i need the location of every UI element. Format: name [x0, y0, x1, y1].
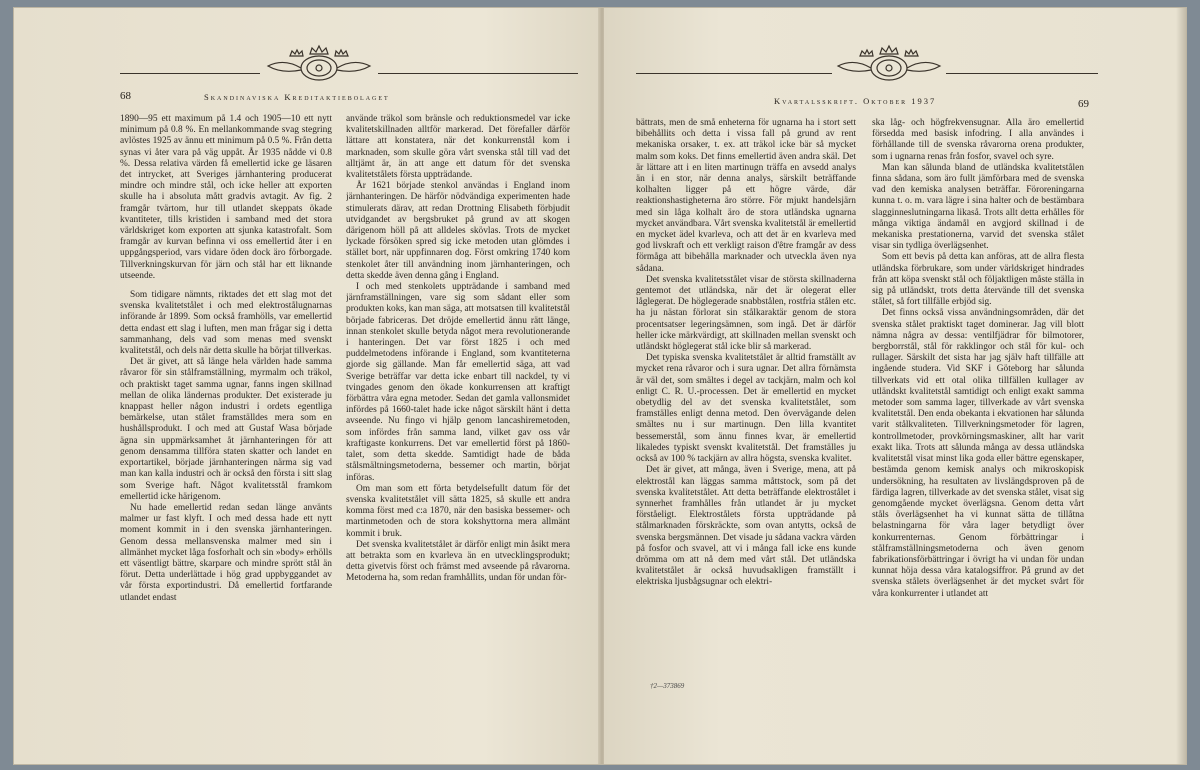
paragraph: År 1621 började stenkol användas i England inom järnhanteringen. De härför nödvändiga experimenten hade stimulerats därav, att redan Drottning Elisabeth förbjudit utvidgandet av bergsbruket på grund av att skogen därigenom höll på att alldeles skövlas. Trots de mycket lyckade försöken spred sig icke metoden utan glömdes i stället bort, när uppfinnaren dog. Först omkring 1740 kom stenkolet åter till användning inom järnhanteringen, och detta skedde även denna gång i England.: [346, 181, 570, 281]
paragraph: Det typiska svenska kvalitetstålet är alltid framställt av mycket rena råvaror och i sura ugnar. Det allra förnämsta är väl det, som smältes i degel av tackjärn, malm och kol enligt C. R. U.-processen. Det är emellertid en mycket obetydlig del av det svenska kvalitetstålet, som framställes enligt denna metod. Den övervägande delen smältes nu i sur martinugn. Den lilla kvantitet bessemerstål, som ännu finnes kvar, är emellertid likaledes typiskt svenskt kvalitetstål. Det framställes ju också av 100 % tackjärn av allra högsta, svenska kvalitet.: [636, 353, 856, 465]
paragraph: Det är givet, att så länge hela världen hade samma råvaror för sin stålframställning, myrmalm och träkol, och praktiskt taget samma ugnar, fanns ingen skillnad mellan de olika ländernas produkter. Det existerade ju knappast heller någon industri i ordets egentliga bemärkelse, utan stålet framställdes mera som en hushållsprodukt. I och med att Gustaf Wasa började ägna sin uppmärksamhet åt järnhanteringen för att genom densamma tillföra staten skatter och landet en exportartikel, började järnhanteringen närma sig vad man kan kalla industri och är också den första i sitt slag som Sverige haft. Något kvalitetsstål framkom emellertid icke härigenom.: [120, 357, 332, 502]
paragraph: Det svenska kvalitetsstålet visar de största skillnaderna gentemot det utländska, när det är olegerat eller låglegerat. De höglegerade snabbstålen, rostfria stålen etc. ha ju nästan förlorat sin stålkaraktär genom de stora procentsatser legeringsämnen, som ingå. Det är därför heller icke märkvärdigt, att skillnaden mellan svenskt och utländskt höglegerat stål icke blir så markerad.: [636, 274, 856, 353]
paragraph: bättrats, men de små enheterna för ugnarna ha i stort sett bibehållits och detta i vissa fall på grund av rent mekaniska orsaker, t. ex. att träkol icke bär så mycket malm som koks. Det finns emellertid även andra skäl. Det är lättare att i en liten martinugn träffa en avsedd analys än i en stor, när denna analys, särskilt beträffande kolhalten ligger på ett högre värde, där reaktionshastigheterna äro större. För mjukt handelsjärn med sin låga kolhalt äro de stora utländska ugnarna mycket användbara. Vårt svenska kvalitetstål är emellertid en mycket ädel kvarleva, och att det är en kvarleva med god livskraft och ett verkligt raison d'être framgår av dess förmåga att bibehålla marknader och utveckla även nya sådana.: [636, 118, 856, 274]
paragraph: använde träkol som bränsle och reduktionsmedel var icke kvalitetskillnaden alltför markerad. Det förefaller därför lättare att konstatera, när det konkurrenstål kom i marknaden, som skulle göra vårt svenska stål till vad det alltjämt är, än att ange ett datum för det svenska kvalitetstålets första uppträdande.: [346, 114, 570, 181]
paragraph: Det är givet, att många, även i Sverige, mena, att på elektrostål kan läggas samma måttstock, som på det svenska kvalitetstålet. Att detta beträffande elektrostålet i synnerhet framhålles från utlandet är ju mycket förståeligt. Elektrostålets första uppträdande på stålmarknaden förskräckte, som ovan antytts, också de svenska bergsmännen. Det visade ju sådana vackra värden på fosfor och svavel, att vi i många fall icke ens kunde drömma om att nå dem med vårt stål. Det utländska kvalitetstålet är också huvudsakligen framställt i elektriska ljusbågsugnar och elektri-: [636, 465, 856, 588]
header-rule-left: [120, 73, 260, 74]
paragraph: Om man som ett förta betydelsefullt datum för det svenska kvalitetstålet vill sätta 1825, så skulle ett andra komma först med c:a 1870, när den basiska bessemer- och martinmetoden och de stora kokshyttorna mera allmänt kommit i bruk.: [346, 483, 570, 539]
paragraph: ska låg- och högfrekvensugnar. Alla äro emellertid försedda med basisk infodring. I alla användes i förhållande till de svenska råvarorna orena produkter, som i ugnarna renas från fosfor, svavel och syre.: [872, 118, 1084, 162]
text-column-1: [636, 118, 856, 678]
crown-ornament-icon: [824, 44, 954, 84]
text-column-2: [346, 114, 570, 754]
paragraph: Som ett bevis på detta kan anföras, att de allra flesta utländska förbrukare, som under världskriget hindrades från att köpa svenskt stål och följaktligen måste ställa in sig på utländskt, trots detta återvände till det svenska stålet, så fort tillfälle erbjöd sig.: [872, 252, 1084, 308]
printer-mark: †2—373869: [650, 682, 685, 690]
paragraph: Som tidigare nämnts, riktades det ett slag mot det svenska kvalitetstålet i och med elektrostålugnarnas införande år 1899. Som också framhölls, var emellertid detta endast ett slag i luften, men man frågar sig i detta sammanhang, dels vad som menas med svenskt kvalitetstål, och dels när detta skulle ha börjat tillverkas.: [120, 290, 332, 357]
left-page: [14, 8, 600, 764]
running-head: Skandinaviska Kreditaktiebolaget: [204, 92, 390, 102]
paragraph: Nu hade emellertid redan sedan länge använts malmer ur fast klyft. I och med dessa hade ett nytt moment kommit in i den svenska järnhanteringen. Genom dessa mellansvenska malmer med sin i allmänhet mycket låga fosforhalt och sin »body» erhölls ett väsentligt bättre, skarpare och mindre sprött stål än förut. Detta underlättade i hög grad uppbyggandet av vår första exportindustri. Då emellertid fortfarande utlandet endast: [120, 502, 332, 603]
running-head: Kvartalsskrift. Oktober 1937: [774, 96, 937, 106]
header-rule-left: [636, 73, 832, 74]
paragraph: Det svenska kvalitetstålet är därför enligt min åsikt mera att betrakta som en kvarleva än en utvecklingsprodukt; detta givetvis först och främst med avseende på råvarorna. Metoderna ha, som redan framhållits, undan för undan för-: [346, 539, 570, 584]
paragraph: 1890—95 ett maximum på 1.4 och 1905—10 ett nytt minimum på 0.8 %. En mellankommande svag stegring avlöstes 1925 av ännu ett minimum på 0.5 %. Från detta synas vi åter vara på väg uppåt. År 1935 nådde vi 0.8 %. Dessa relativa värden få emellertid icke ge läsaren det intrycket, att Sveriges järnhantering producerat mindre och mindre stål, och icke heller att exporten skulle ha i absoluta mått gradvis avtagit. Av fig. 2 framgår tvärtom, hur till utlandet skeppats ökade kvantiteter, tills kristiden i samband med det stora världskriget kom exporten att sjunka katastrofalt. Som framgår av kurvan befinna vi oss emellertid åter i en uppgångsperiod, vars vidare öden dock äro förborgade. Tillverkningskurvan för järn och stål har ett liknande utseende.: [120, 114, 332, 281]
book-spread: [14, 8, 1186, 764]
header-rule-right: [378, 73, 578, 74]
header-rule-right: [946, 73, 1098, 74]
text-column-2: [872, 118, 1084, 738]
page-number: 69: [1078, 98, 1089, 110]
crown-ornament-icon: [254, 44, 384, 84]
paragraph: I och med stenkolets uppträdande i samband med järnframställningen, vare sig som sådant eller som produkten koks, kan man säga, att motsatsen till kvalitetstål började fabriceras. Det dröjde emellertid ännu rätt länge, innan stenkolet skulle betyda något mera revolutionerande i hanteringen. Det var först 1825 i och med puddelmetodens införande i England, som kvantiteterna gjorde sig gällande. Man får emellertid säga, att vad Sverige beträffar var detta icke enbart till nackdel, ty vi tvingades genom den ökade konkurrensen att kraftigt förbättra våra egna metoder. Sedan det gamla vallonsmidet infördes på 1660-talet hade icke något särskilt hänt i detta avseende. Nu fingo vi hjälp genom lancashiremetoden, som infördes från samma land, vilket gav oss vår kraftigaste konkurrens. Det var emellertid först på 1860-talet, som detta skedde. Samtidigt hade de båda stålsmältningsmetoderna, bessemer och martin, börjat införas.: [346, 282, 570, 483]
right-page: [604, 8, 1186, 764]
text-column-1: [120, 114, 332, 754]
paragraph: Det finns också vissa användningsområden, där det svenska stålet praktiskt taget dominerar. Jag vill blott nämna några av dessa: ventilfjädrar för bilmotorer, bergborrstål, stål för rakklingor och stål för kul- och rullager. Särskilt det sista har jag själv haft tillfälle att ingående studera. Vid SKF i Göteborg har sålunda tillverkats vid ett otal olika tillfällen kullager av utländskt kvalitetstål samtidigt och enligt exakt samma metoder som samma lager, tillverkade av vårt svenska kvalitetstål. Den enda obekanta i ekvationen har sålunda varit stålkvaliteten. Tillverkningsmetoder för lagren, kontrollmetoder, provkörningsmaskiner, allt har varit exakt lika. Trots att sålunda många av dessa utländska kvalitetstål visat minst lika goda eller bättre egenskaper, bestämda genom kemisk analys och mikroskopisk undersökning, ha resultaten av livslängdsproven på de färdiga lagren, tillverkade av det svenska stålet, visat sig genomgående mycket överlägsna. Genom detta vårt ståls överlägsenhet ha vi kunnat sätta de tillåtna belastningarna för våra lager betydligt över konkurrenternas. Genom förbättringar i stålframställningsmetoderna och även genom fabrikationsförbättringar i övrigt ha vi undan för undan kunnat höja dessa våra katalogsiffror. På grund av det svenska stålets överlägsenhet är det mycket svårt för våra konkurrenter i utlandet att: [872, 308, 1084, 599]
paragraph: Man kan sålunda bland de utländska kvalitetstålen finna sådana, som äro fullt jämförbara med de svenska vad den kemiska analysen beträffar. Föroreningarna kunna t. o. m. vara lägre i sina halter och de bestämbara slagginneslutningarna likaså. Trots allt detta erhålles för många viktiga ändamål en avgjord skillnad i de mekaniska prestationerna, varvid det svenska stålet visar sin tydliga överlägsenhet.: [872, 162, 1084, 252]
page-edge-shadow: [1176, 8, 1186, 764]
page-number: 68: [120, 90, 131, 102]
